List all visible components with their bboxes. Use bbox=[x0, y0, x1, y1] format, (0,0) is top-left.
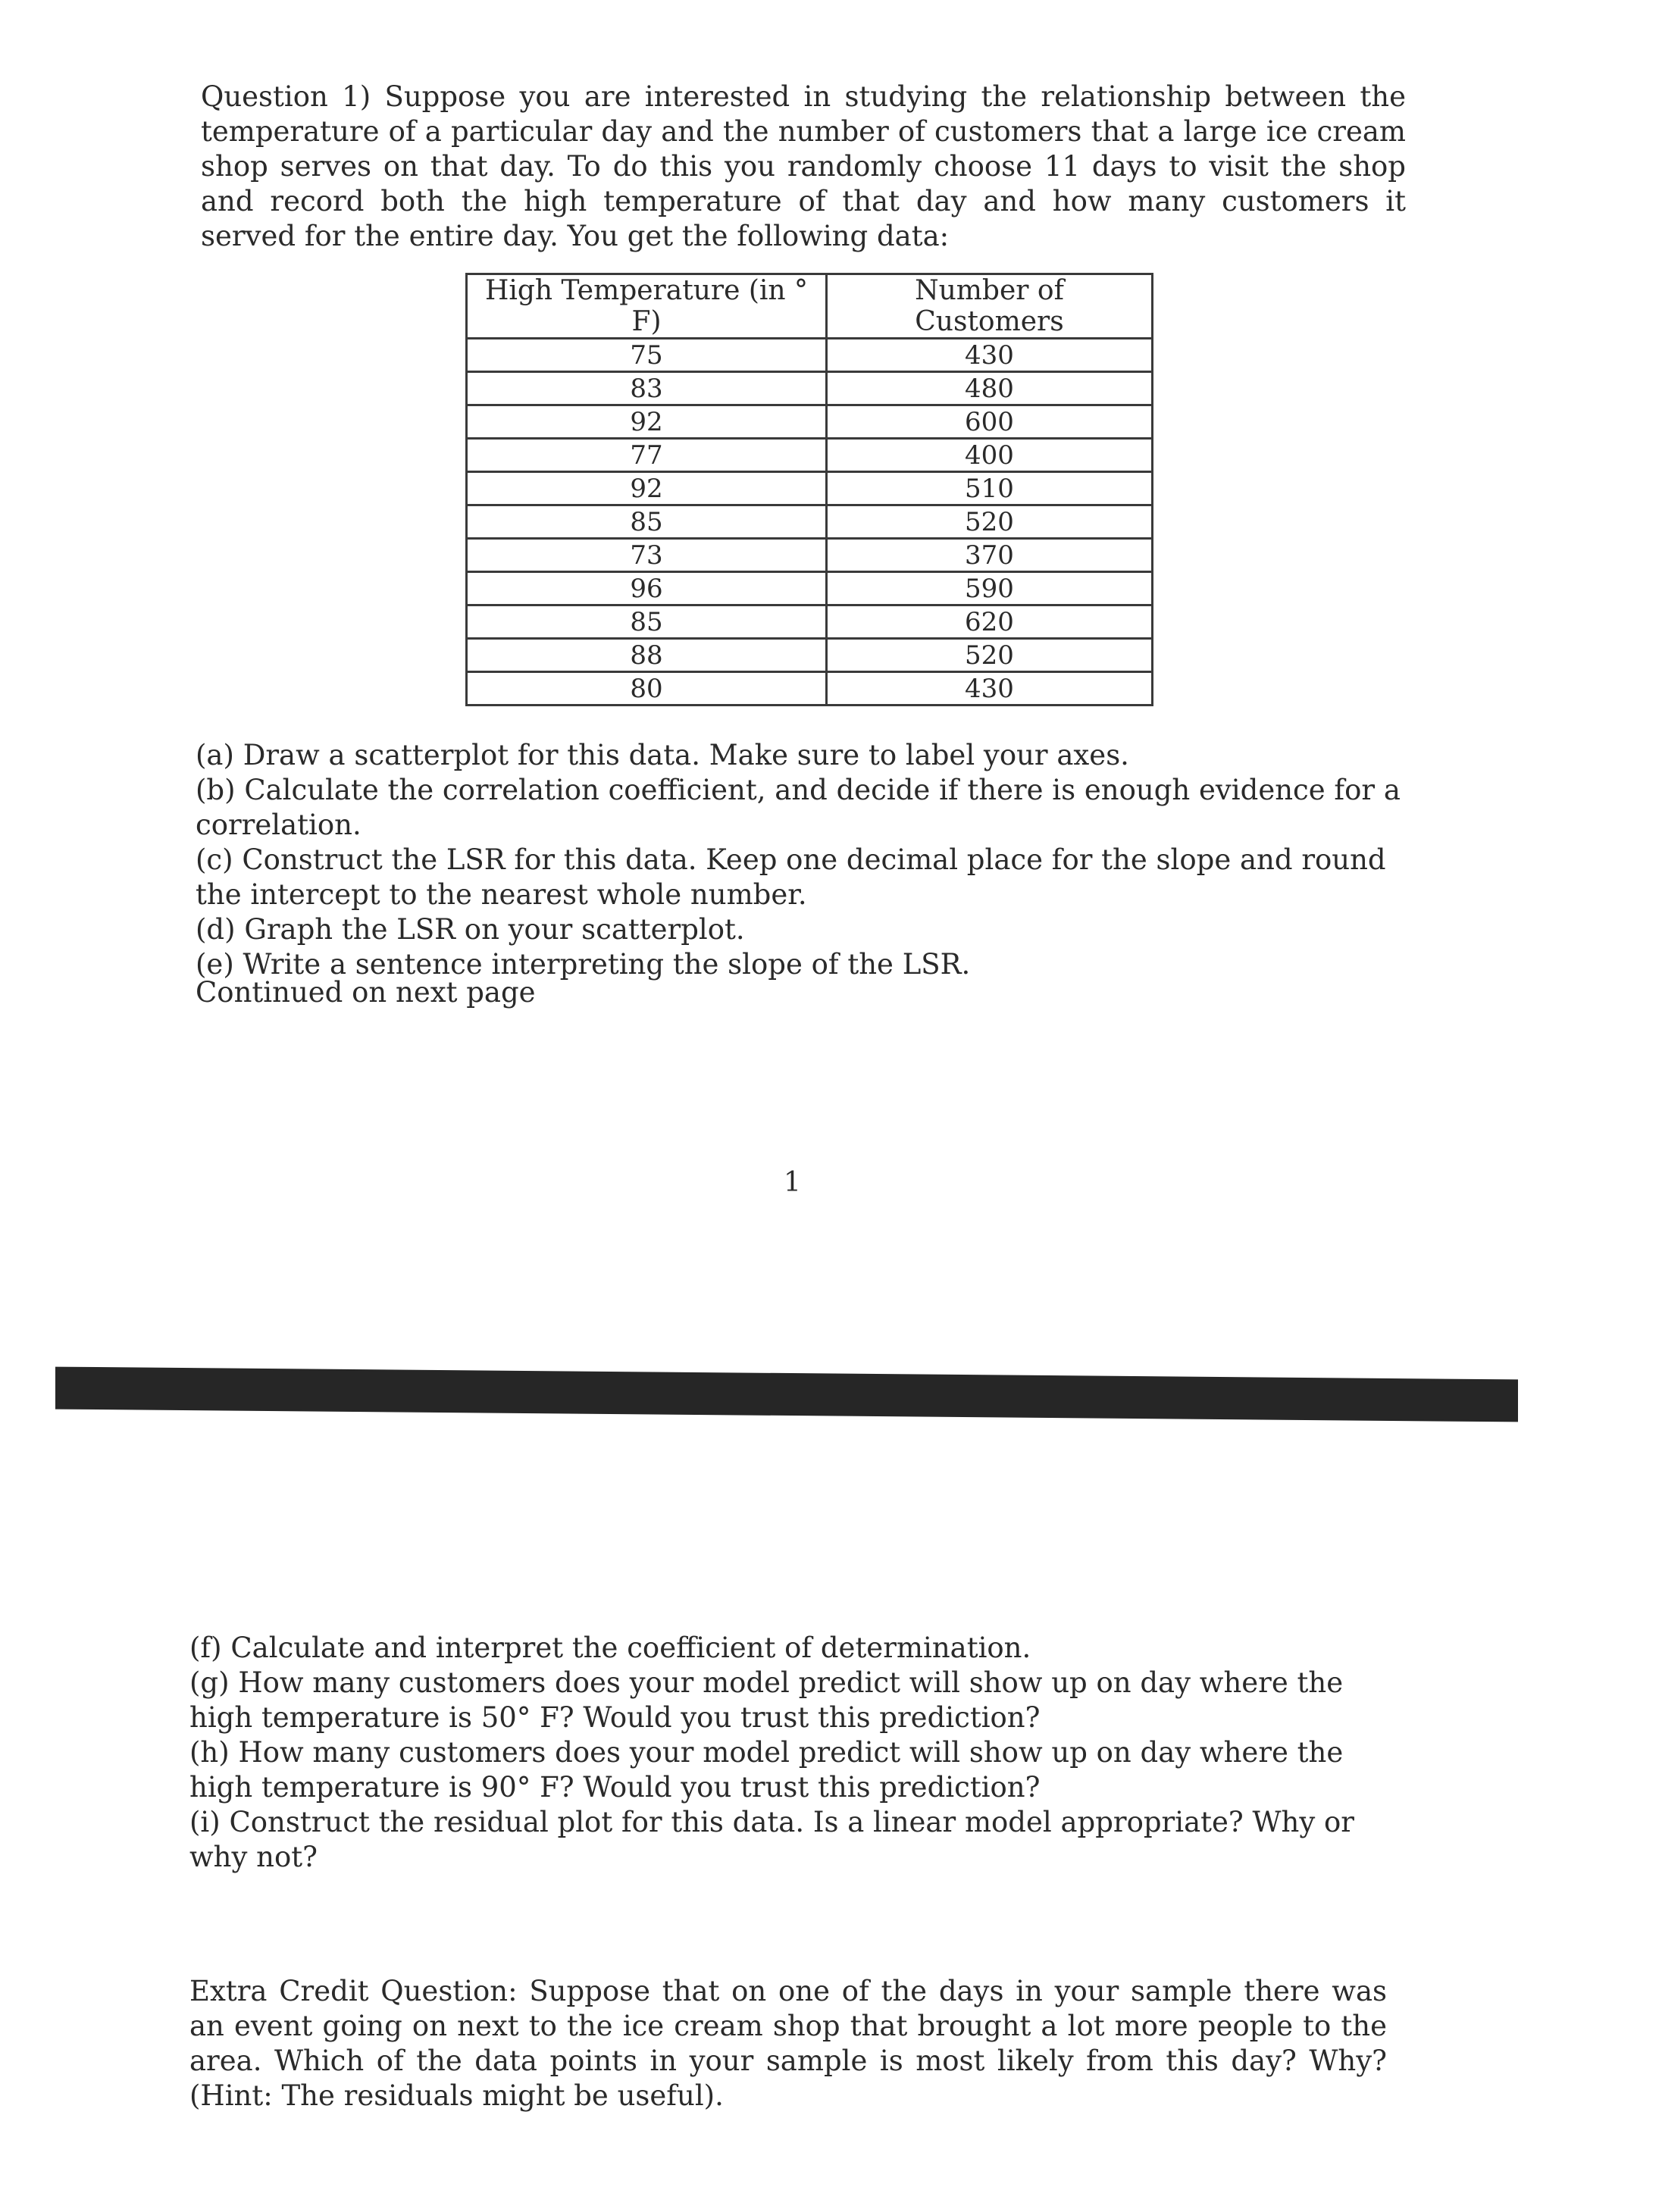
page-divider-bar bbox=[55, 1367, 1518, 1422]
question-parts-a-to-e bbox=[196, 738, 1408, 982]
cell-temperature: 77 bbox=[467, 439, 827, 472]
cell-temperature: 92 bbox=[467, 405, 827, 439]
table-row bbox=[467, 472, 1153, 505]
table-row bbox=[467, 339, 1153, 372]
part-h: (h) How many customers does your model predict will show up on day where the high temperature is 90° F? Would you trust this prediction? bbox=[189, 1736, 1344, 1804]
part-i: (i) Construct the residual plot for this data. Is a linear model appropriate? Why or why not? bbox=[189, 1806, 1354, 1873]
table-row bbox=[467, 372, 1153, 405]
cell-customers: 400 bbox=[827, 439, 1153, 472]
cell-customers: 430 bbox=[827, 672, 1153, 706]
cell-customers: 520 bbox=[827, 505, 1153, 539]
table-row bbox=[467, 639, 1153, 672]
cell-temperature: 83 bbox=[467, 372, 827, 405]
cell-temperature: 85 bbox=[467, 605, 827, 639]
table-row bbox=[467, 539, 1153, 572]
extra-credit-question: Extra Credit Question: Suppose that on one of the days in your sample there was an event going on next to the ice cream shop that brought a lot more people to the area. Which of the data points in your sample is most likely from this day? Why? (Hint: The residuals might be useful). bbox=[189, 1975, 1387, 2112]
table-row bbox=[467, 605, 1153, 639]
cell-temperature: 80 bbox=[467, 672, 827, 706]
cell-customers: 480 bbox=[827, 372, 1153, 405]
part-c: (c) Construct the LSR for this data. Keep one decimal place for the slope and round the intercept to the nearest whole number. bbox=[196, 843, 1386, 911]
table-row bbox=[467, 672, 1153, 706]
cell-temperature: 88 bbox=[467, 639, 827, 672]
table-row bbox=[467, 572, 1153, 605]
cell-customers: 590 bbox=[827, 572, 1153, 605]
table-header-row bbox=[467, 274, 1153, 339]
cell-customers: 370 bbox=[827, 539, 1153, 572]
continued-note: Continued on next page bbox=[196, 976, 536, 1009]
cell-customers: 620 bbox=[827, 605, 1153, 639]
cell-temperature: 92 bbox=[467, 472, 827, 505]
cell-temperature: 73 bbox=[467, 539, 827, 572]
cell-customers: 600 bbox=[827, 405, 1153, 439]
cell-temperature: 96 bbox=[467, 572, 827, 605]
cell-customers: 510 bbox=[827, 472, 1153, 505]
page-number: 1 bbox=[784, 1167, 801, 1198]
cell-customers: 520 bbox=[827, 639, 1153, 672]
part-b: (b) Calculate the correlation coefficient, and decide if there is enough evidence for a correlation. bbox=[196, 774, 1401, 841]
column-header-customers: Number of Customers bbox=[827, 274, 1153, 339]
table-row bbox=[467, 439, 1153, 472]
question-parts-f-to-i bbox=[189, 1631, 1410, 1875]
cell-temperature: 75 bbox=[467, 339, 827, 372]
cell-temperature: 85 bbox=[467, 505, 827, 539]
data-table bbox=[465, 273, 1153, 706]
part-a: (a) Draw a scatterplot for this data. Make sure to label your axes. bbox=[196, 739, 1129, 771]
part-f: (f) Calculate and interpret the coefficient of determination. bbox=[189, 1632, 1031, 1664]
question-intro: Question 1) Suppose you are interested in studying the relationship between the temperature of a particular day and the number of customers that a large ice cream shop serves on that day. To do this you randomly choose 11 days to visit the shop and record both the high temperature of that day and how many customers it served for the entire day. You get the following data: bbox=[201, 80, 1406, 252]
cell-customers: 430 bbox=[827, 339, 1153, 372]
table-row bbox=[467, 405, 1153, 439]
column-header-temperature: High Temperature (in ° F) bbox=[467, 274, 827, 339]
part-d: (d) Graph the LSR on your scatterplot. bbox=[196, 913, 745, 946]
table-row bbox=[467, 505, 1153, 539]
part-g: (g) How many customers does your model predict will show up on day where the high temperature is 50° F? Would you trust this prediction? bbox=[189, 1666, 1344, 1734]
part-e: (e) Write a sentence interpreting the slope of the LSR. bbox=[196, 948, 971, 981]
